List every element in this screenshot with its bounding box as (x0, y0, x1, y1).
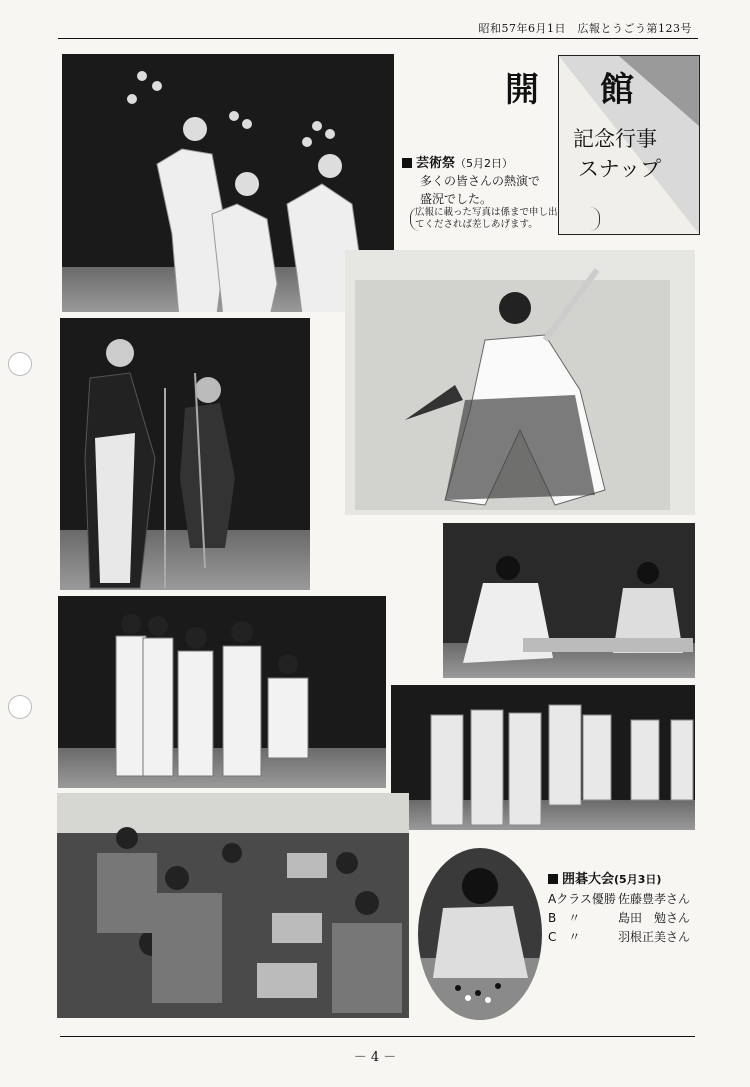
footer-rule (60, 1036, 695, 1037)
bullet-square-icon (548, 874, 558, 884)
art-festival-name: 芸術祭 (416, 156, 456, 171)
go-winner: 佐藤豊孝さん (618, 892, 691, 906)
koto-figures (443, 523, 695, 678)
title-char-kai: 開 (505, 70, 539, 110)
header-rule (58, 38, 698, 39)
photo-women-chorus (58, 596, 386, 788)
go-class: B 〃 (548, 911, 581, 925)
photo-fan-dancer (345, 250, 695, 515)
go-class: Aクラス優勝 (548, 892, 616, 906)
go-player-figure (418, 848, 542, 1020)
go-winner: 羽根正美さん (618, 930, 691, 944)
go-tournament-date: (5月3日) (614, 873, 662, 886)
fan-dancer-figure (345, 250, 695, 515)
bullet-square-icon (402, 158, 412, 168)
note-line: 広報に載った写真は係まで申し出 (415, 207, 558, 218)
chorus-figures (58, 596, 386, 788)
photo-go-player (418, 848, 542, 1020)
note-line: てくだされば差しあげます。 (415, 219, 538, 230)
go-class: C 〃 (548, 930, 581, 944)
go-winner: 島田 勉さん (618, 911, 691, 925)
page-number: － 4 － (353, 1050, 397, 1065)
art-festival-title (402, 152, 513, 171)
binder-hole (8, 695, 32, 719)
art-festival-text: 盛況でした。 (420, 192, 493, 206)
title-line2: スナップ (578, 157, 662, 181)
title-line1: 記念行事 (573, 127, 657, 151)
photo-line-dancers (391, 685, 695, 830)
photo-singers (60, 318, 310, 590)
art-festival-date: （5月2日） (455, 157, 514, 170)
line-dancer-figures (391, 685, 695, 830)
title-char-kan: 館 (600, 70, 634, 110)
binder-hole (8, 352, 32, 376)
issue-header: 昭和57年6月1日 広報とうごう第123号 (478, 22, 692, 35)
singer-figures (60, 318, 310, 590)
art-festival-text: 多くの皆さんの熱演で (420, 174, 541, 188)
photo-offer-note (410, 207, 600, 231)
go-hall-scene (57, 793, 409, 1018)
go-tournament-title (548, 868, 661, 887)
photo-go-hall (57, 793, 409, 1018)
photo-koto-players (443, 523, 695, 678)
go-tournament-name: 囲碁大会 (562, 872, 615, 887)
